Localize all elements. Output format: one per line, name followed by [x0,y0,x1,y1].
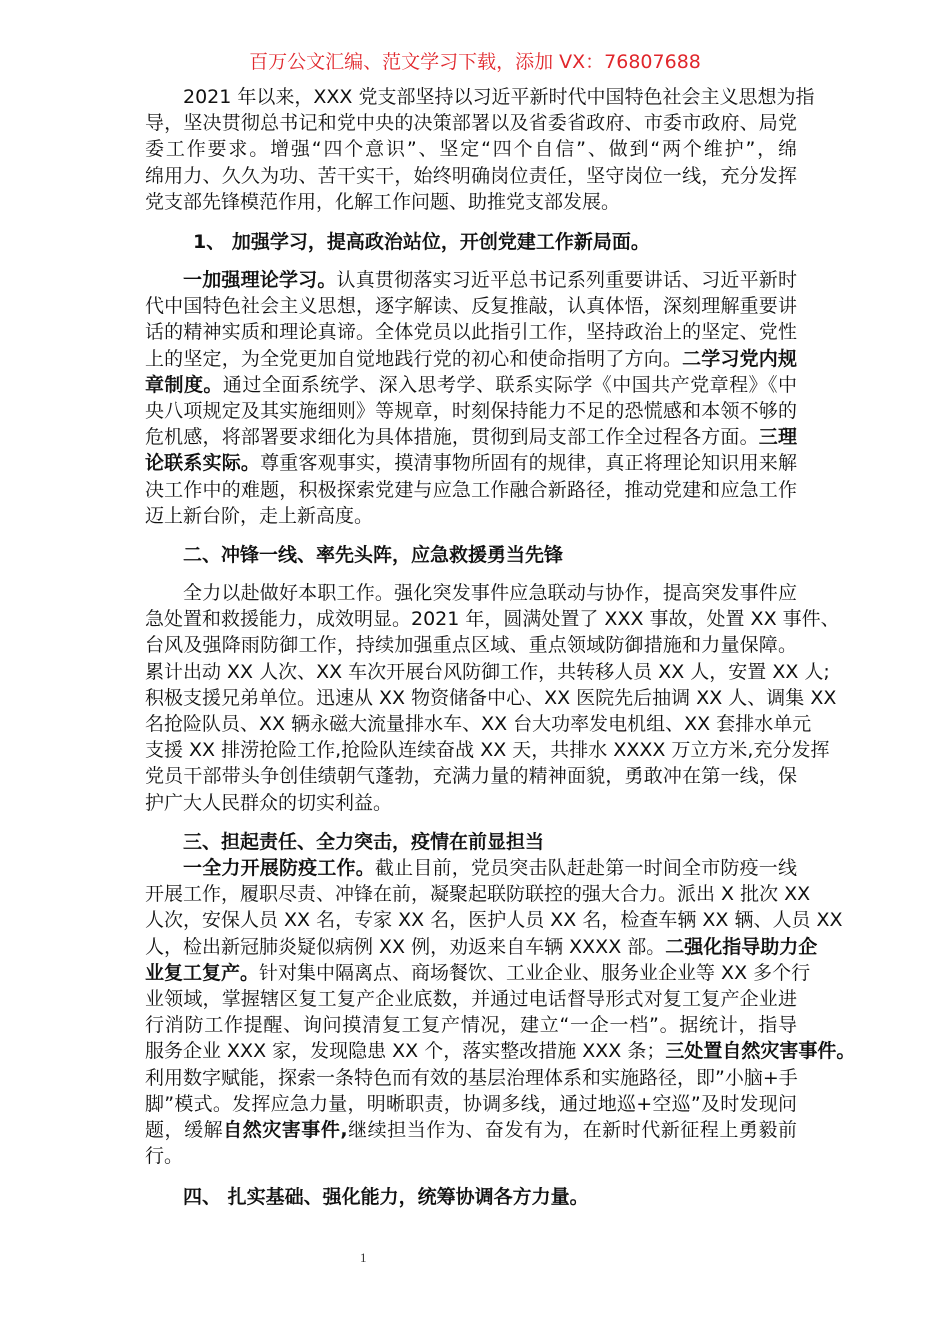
text-line [145,319,797,345]
text-line [145,1117,797,1143]
paragraph-epidemic [145,855,856,1169]
heading-2: 二、冲锋一线、率先头阵，应急救援勇当先锋 [183,544,564,566]
text-line [145,907,843,933]
text-line [145,477,797,503]
text: 针对集中隔离点、商场餐饮、工业企业、服务业企业等 XX 多个行 [259,961,811,984]
text-line [145,659,830,685]
paragraph-study [145,267,797,529]
bold-text: 业复工复产。 [145,961,260,984]
text-line [145,346,797,372]
heading-4: 四、 扎实基础、强化能力，统筹协调各方力量。 [183,1186,589,1208]
text-line [145,790,797,816]
text: 全力以赴做好本职工作。强化突发事件应急联动与协作，提高突发事件应 [183,582,797,604]
text-line [145,110,797,136]
text: 人，检出新冠肺炎疑似病例 XX 例，劝返来自车辆 XXXX 部。 [145,935,666,958]
text-line [145,1038,856,1064]
text-line [145,1091,797,1117]
text: 题，缓解 [145,1118,224,1141]
watermark-header: 百万公文汇编、范文学习下载，添加 VX：76807688 [249,51,701,73]
text-line [145,881,811,907]
text: 服务企业 XXX 家，发现隐患 XX 个，落实整改措施 XXX 条； [145,1040,666,1063]
text-line [145,189,797,215]
text: 行消防工作提醒、询问摸清复工复产情况，建立“一企一档”。据统计，指导 [145,1014,797,1037]
text-line [145,763,797,789]
page-number: 1 [360,1250,367,1265]
text-line [145,424,797,450]
text: 上的坚定，为全党更加自觉地践行党的初心和使命指明了方向。 [145,347,683,370]
text-line [145,986,797,1012]
text: 2021 年以来，XXX 党支部坚持以习近平新时代中国特色社会主义思想为指 [183,86,815,108]
text-line [145,960,811,986]
text: 危机感，将部署要求细化为具体措施，贯彻到局支部工作全过程各方面。 [145,426,759,449]
text: 迈上新台阶，走上新高度。 [145,504,374,527]
text-line [145,136,797,162]
text: 通过全面系统学、深入思考学、联系实际学《中国共产党章程》《中 [222,373,797,396]
text: 决工作中的难题，积极探索党建与应急工作融合新路径，推动党建和应急工作 [145,478,797,501]
text-line [145,685,837,711]
text: 护广大人民群众的切实利益。 [145,791,393,814]
text: 累计出动 XX 人次、XX 车次开展台风防御工作，共转移人员 XX 人，安置 XX 人; [145,660,830,683]
text: 央八项规定及其实施细则》等规章，时刻保持能力不足的恐慌感和本领不够的 [145,399,797,422]
text: 代中国特色社会主义思想，逐字解读、反复推敲，认真体悟，深刻理解重要讲 [145,295,797,318]
bold-text: 三理 [758,426,797,449]
text-line [145,711,812,737]
text-line [145,503,797,529]
bold-text: 二学习党内规 [682,347,797,370]
text: 支援 XX 排涝抢险工作,抢险队连续奋战 XX 天，共排水 XXXX 万立方米,充分发挥 [145,739,830,762]
text-line [145,163,797,189]
text: 导，坚决贯彻总书记和党中央的决策部署以及省委省政府、市委市政府、局党 [145,112,797,135]
text: 党员干部带头争创佳绩朝气蓬勃，充满力量的精神面貌，勇敢冲在第一线，保 [145,765,797,788]
text: 名抢险队员、XX 辆永磁大流量排水车、XX 台大功率发电机组、XX 套排水单元 [145,712,812,735]
paragraph-emergency [145,580,840,816]
text-line [145,84,815,110]
bold-text: 自然灾害事件, [223,1118,348,1141]
heading-3: 三、担起责任、全力突击，疫情在前显担当 [183,831,545,853]
paragraph-intro [145,84,815,215]
text-line [145,267,797,293]
bold-text: 一加强理论学习。 [183,269,337,291]
text-line [145,1143,797,1169]
bold-text: 二强化指导助力企 [665,935,818,958]
text: 继续担当作为、奋发有为，在新时代新征程上勇毅前 [347,1118,797,1141]
bold-text: 一全力开展防疫工作。 [183,857,375,879]
text: 绵用力、久久为功、苦干实干，始终明确岗位责任，坚守岗位一线，充分发挥 [145,164,797,187]
bold-text: 论联系实际。 [145,452,261,475]
text: 台风及强降雨防御工作，持续加强重点区域、重点领域防御措施和力量保障。 [145,634,797,657]
text-line [145,1065,797,1091]
text: 截止目前，党员突击队赶赴第一时间全市防疫一线 [374,857,797,879]
text: 利用数字赋能，探索一条特色而有效的基层治理体系和实施路径，即”小脑+手 [145,1066,798,1089]
text: 急处置和救援能力，成效明显。2021 年，圆满处置了 XXX 事故，处置 XX 事件、 [145,608,840,631]
text-line [145,372,797,398]
text: 党支部先锋模范作用，化解工作问题、助推党支部发展。 [145,190,621,213]
text: 认真贯彻落实习近平总书记系列重要讲话、习近平新时 [336,269,797,291]
text-line [145,737,830,763]
text: 业领域，掌握辖区复工复产企业底数，并通过电话督导形式对复工复产企业进 [145,987,797,1010]
text-line [145,1012,797,1038]
text: 人次，安保人员 XX 名，专家 XX 名，医护人员 XX 名，检查车辆 XX 辆、人员 XX [145,909,843,932]
text-line [145,450,797,476]
text-line [145,293,797,319]
heading-1: 1、 加强学习，提高政治站位，开创党建工作新局面。 [193,231,650,253]
text: 话的精神实质和理论真谛。全体党员以此指引工作，坚持政治上的坚定、党性 [145,321,797,344]
text: 委工作要求。增强“四个意识”、坚定“四个自信”、做到“两个维护”，绵 [145,138,797,161]
bold-text: 章制度。 [145,373,223,396]
text: 积极支援兄弟单位。迅速从 XX 物资储备中心、XX 医院先后抽调 XX 人、调集 XX [145,686,837,709]
text: 脚”模式。发挥应急力量，明晰职责，协调多线，通过地巡+空巡”及时发现问 [145,1092,797,1115]
text: 行。 [145,1145,184,1168]
text: 开展工作，履职尽责、冲锋在前，凝聚起联防联控的强大合力。派出 X 批次 XX [145,883,811,906]
text-line [145,855,797,881]
bold-text: 三处置自然灾害事件。 [665,1040,856,1063]
text: 尊重客观事实，摸清事物所固有的规律，真正将理论知识用来解 [260,452,797,475]
text-line [145,580,797,606]
text-line [145,934,818,960]
text-line [145,632,797,658]
text-line [145,606,840,632]
text-line [145,398,797,424]
